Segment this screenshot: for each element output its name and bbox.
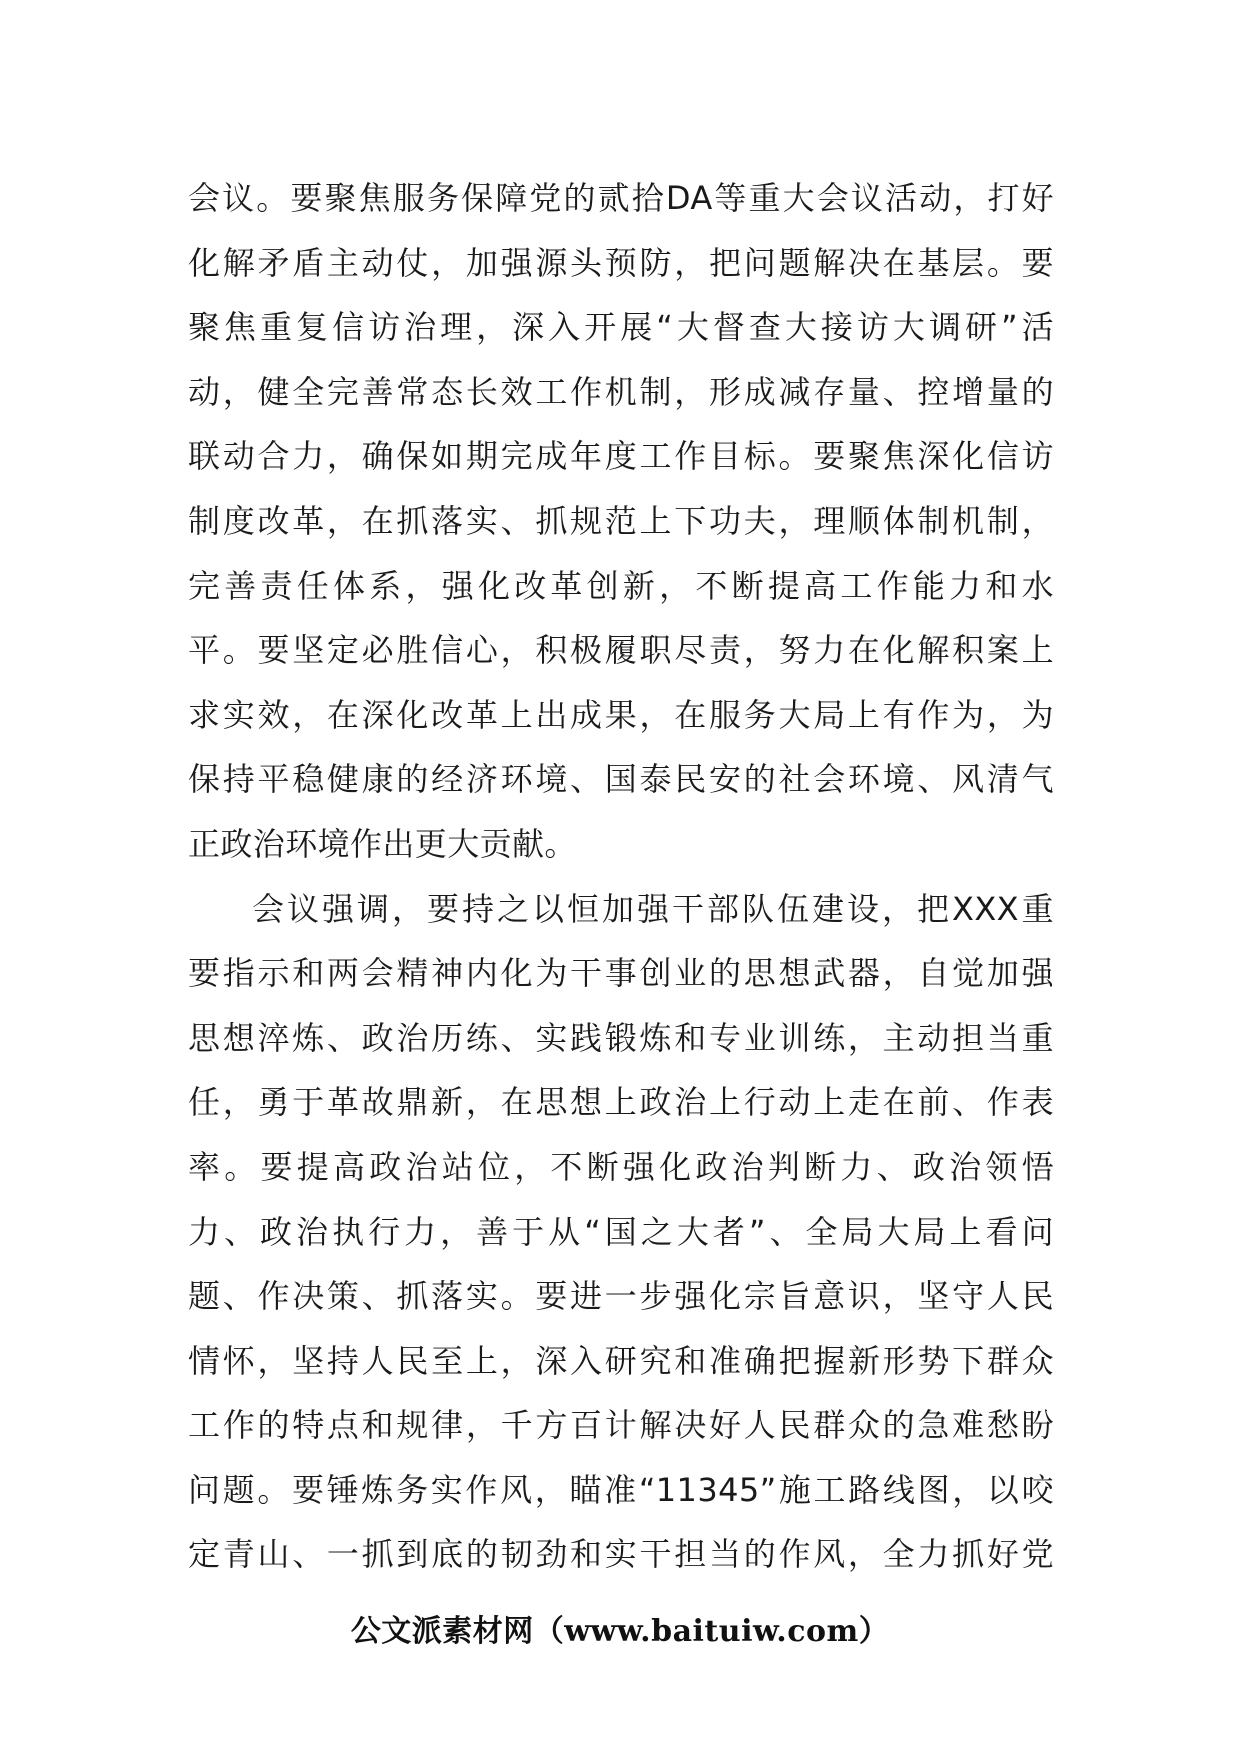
text-line: 正政治环境作出更大贡献。 xyxy=(188,824,577,863)
text-line: 求实效，在深化改革上出成果，在服务大局上有作为，为 xyxy=(188,695,1054,734)
text-line: 聚焦重复信访治理，深入开展“大督查大接访大调研”活 xyxy=(188,308,1054,347)
text-line: 思想淬炼、政治历练、实践锻炼和专业训练，主动担当重 xyxy=(188,1018,1054,1057)
text-line: 动，健全完善常态长效工作机制，形成减存量、控增量的 xyxy=(188,372,1054,411)
text-line: 情怀，坚持人民至上，深入研究和准确把握新形势下群众 xyxy=(188,1341,1054,1380)
text-line: 力、政治执行力，善于从“国之大者”、全局大局上看问 xyxy=(188,1212,1054,1251)
paragraph-first-line: 会议强调，要持之以恒加强干部队伍建设，把XXX重 xyxy=(252,889,1054,928)
footer-watermark: 公文派素材网（www.baituiw.com） xyxy=(350,1614,890,1649)
text-line: 工作的特点和规律，千方百计解决好人民群众的急难愁盼 xyxy=(188,1406,1054,1445)
text-line: 问题。要锤炼务实作风，瞄准“11345”施工路线图，以咬 xyxy=(188,1470,1054,1509)
text-line: 平。要坚定必胜信心，积极履职尽责，努力在化解积案上 xyxy=(188,631,1054,670)
text-line: 制度改革，在抓落实、抓规范上下功夫，理顺体制机制， xyxy=(188,501,1054,540)
text-line: 联动合力，确保如期完成年度工作目标。要聚焦深化信访 xyxy=(188,437,1054,476)
text-line: 任，勇于革故鼎新，在思想上政治上行动上走在前、作表 xyxy=(188,1083,1054,1122)
text-line: 保持平稳健康的经济环境、国泰民安的社会环境、风清气 xyxy=(188,760,1054,799)
text-line: 完善责任体系，强化改革创新，不断提高工作能力和水 xyxy=(188,566,1054,605)
text-line: 要指示和两会精神内化为干事创业的思想武器，自觉加强 xyxy=(188,954,1054,993)
text-line: 会议。要聚焦服务保障党的贰拾DA等重大会议活动，打好 xyxy=(188,179,1054,217)
text-line: 定青山、一抓到底的韧劲和实干担当的作风，全力抓好党 xyxy=(188,1535,1054,1574)
text-line: 题、作决策、抓落实。要进一步强化宗旨意识，坚守人民 xyxy=(188,1277,1054,1316)
document-body xyxy=(188,166,1054,1587)
text-line: 化解矛盾主动仗，加强源头预防，把问题解决在基层。要 xyxy=(188,243,1054,282)
text-line: 率。要提高政治站位，不断强化政治判断力、政治领悟 xyxy=(188,1147,1054,1186)
